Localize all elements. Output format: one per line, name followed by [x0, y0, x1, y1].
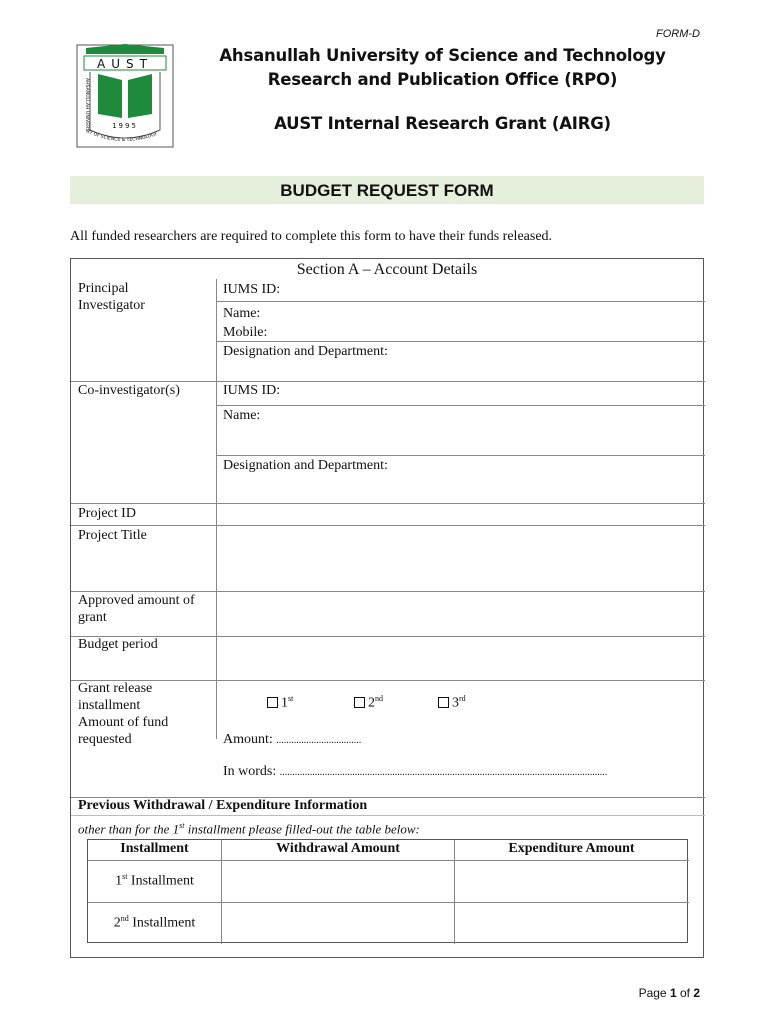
project-id-label: Project ID	[78, 506, 136, 521]
pi-iums-field[interactable]: IUMS ID:	[223, 282, 281, 297]
coi-iums-field[interactable]: IUMS ID:	[223, 383, 281, 398]
coi-label: Co-investigator(s)	[78, 383, 180, 398]
row-1-expenditure-cell[interactable]	[455, 861, 688, 902]
form-code: FORM-D	[656, 28, 700, 40]
form-title: BUDGET REQUEST FORM	[70, 176, 704, 204]
logo-ring-text: AHSANULLAH UNIVERSITY OF SCIENCE & TECHNOLOGY	[84, 78, 159, 144]
section-a-title: Section A – Account Details	[296, 261, 478, 278]
amount-requested-label: Amount of fund requested	[78, 715, 169, 747]
row-2-installment: 2nd Installment	[113, 914, 196, 931]
logo-year: 1995	[112, 122, 138, 130]
grant-release-label: Grant release installment	[78, 681, 153, 713]
logo-acronym: AUST	[97, 57, 153, 71]
budget-form-table	[70, 258, 704, 958]
amount-in-words-field[interactable]: In words: ...................................................................................................................................	[223, 764, 608, 779]
coi-name-field[interactable]: Name:	[223, 408, 261, 423]
previous-withdrawal-title: Previous Withdrawal / Expenditure Information	[78, 798, 368, 813]
row-2-expenditure-cell[interactable]	[455, 903, 688, 943]
pi-mobile-field[interactable]: Mobile:	[223, 325, 268, 340]
previous-note: other than for the 1st installment please filled-out the table below:	[78, 821, 420, 837]
pi-label: Principal Investigator	[78, 281, 145, 313]
col-expenditure: Expenditure Amount	[508, 841, 635, 856]
budget-period-label: Budget period	[78, 637, 158, 652]
amount-field[interactable]: Amount: ..................................	[223, 732, 362, 747]
previous-withdrawal-table	[87, 839, 688, 943]
row-1-installment: 1st Installment	[115, 872, 194, 889]
col-withdrawal: Withdrawal Amount	[276, 841, 400, 856]
project-title-label: Project Title	[78, 528, 147, 543]
approved-amount-label: Approved amount of grant	[78, 593, 195, 625]
page-number: Page 1 of 2	[638, 986, 700, 1000]
coi-designation-field[interactable]: Designation and Department:	[223, 458, 388, 473]
aust-logo	[76, 44, 174, 148]
office-name: Research and Publication Office (RPO)	[267, 70, 618, 89]
col-installment: Installment	[120, 841, 189, 856]
checkbox-icon[interactable]	[438, 697, 449, 708]
intro-text: All funded researchers are required to complete this form to have their funds released.	[70, 229, 553, 244]
row-1-withdrawal-cell[interactable]	[222, 861, 454, 902]
installment-2-option[interactable]: 2nd	[354, 690, 383, 712]
pi-designation-field[interactable]: Designation and Department:	[223, 344, 388, 359]
checkbox-icon[interactable]	[354, 697, 365, 708]
checkbox-icon[interactable]	[267, 697, 278, 708]
pi-name-field[interactable]: Name:	[223, 306, 261, 321]
installment-3-option[interactable]: 3rd	[438, 690, 466, 712]
row-2-withdrawal-cell[interactable]	[222, 903, 454, 943]
installment-1-option[interactable]: 1st	[267, 690, 293, 712]
grant-name: AUST Internal Research Grant (AIRG)	[274, 114, 611, 133]
university-name: Ahsanullah University of Science and Technology	[219, 46, 666, 65]
